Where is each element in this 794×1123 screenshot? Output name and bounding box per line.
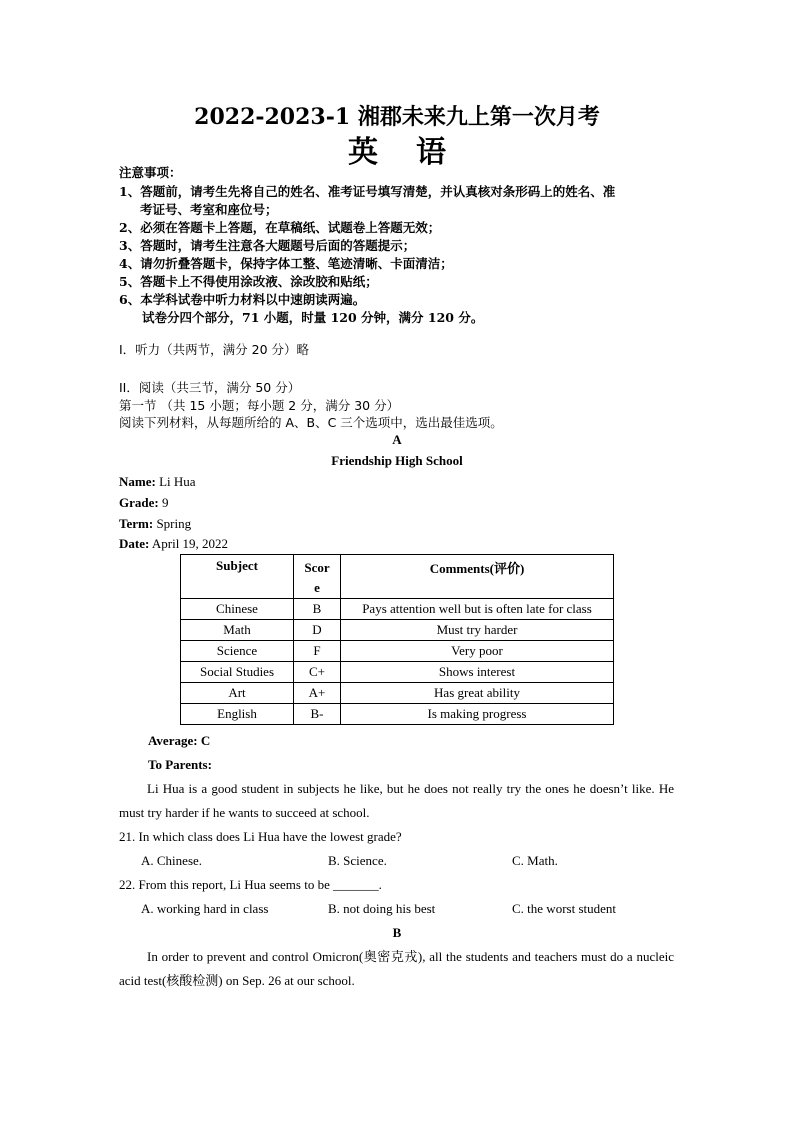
cell-subject: Math	[181, 620, 294, 641]
term-label: Term:	[119, 516, 154, 531]
table-row	[181, 683, 614, 704]
q22-option-a: A. working hard in class	[141, 901, 269, 916]
name-label: Name:	[119, 474, 156, 489]
table-row	[181, 662, 614, 683]
cell-score: A+	[294, 683, 341, 704]
header-comments: Comments(评价)	[341, 555, 614, 599]
table-row	[181, 704, 614, 725]
teacher-comment-text: Li Hua is a good student in subjects he like, but he does not really try the ones he doesn’t like. He must try harder if he wants to succeed at school.	[119, 781, 674, 820]
notice-item: 4、请勿折叠答题卡，保持字体工整、笔迹清晰、卡面清洁；	[119, 256, 453, 271]
cell-score: C+	[294, 662, 341, 683]
q22-option-b: B. not doing his best	[328, 901, 436, 916]
notice-item: 2、必须在答题卡上答题，在草稿纸、试题卷上答题无效；	[119, 220, 441, 235]
section-listening: I．听力（共两节，满分 20 分）略	[119, 342, 310, 357]
header-subject: Subject	[181, 555, 294, 599]
passage-a-label: A	[392, 432, 402, 447]
table-row	[181, 620, 614, 641]
table-row	[181, 599, 614, 620]
report-name	[119, 474, 196, 490]
table-row	[181, 641, 614, 662]
cell-comment: Must try harder	[341, 620, 614, 641]
cell-comment: Has great ability	[341, 683, 614, 704]
date-label: Date:	[119, 536, 150, 551]
cell-subject: Art	[181, 683, 294, 704]
notice-item: 6、本学科试卷中听力材料以中速朗读两遍。	[119, 292, 366, 307]
notice-item: 3、答题时，请考生注意各大题题号后面的答题提示；	[119, 238, 416, 253]
average-grade: Average: C	[148, 733, 211, 748]
q21-option-c: C. Math.	[512, 853, 558, 868]
grade-value: 9	[158, 495, 169, 510]
date-value: April 19, 2022	[149, 536, 229, 551]
section-part1: 第一节 （共 15 小题；每小题 2 分，满分 30 分）	[119, 398, 400, 413]
header-score: Scor e	[294, 555, 341, 599]
question-21: 21. In which class does Li Hua have the lowest grade?	[119, 829, 402, 844]
question-22: 22. From this report, Li Hua seems to be _______.	[119, 877, 382, 892]
notice-item: 5、答题卡上不得使用涂改液、涂改胶和贴纸；	[119, 274, 378, 289]
q22-option-c: C. the worst student	[512, 901, 616, 916]
passage-b-text	[119, 945, 674, 993]
cell-score: F	[294, 641, 341, 662]
report-grade	[119, 495, 168, 511]
q21-option-b: B. Science.	[328, 853, 387, 868]
cell-score: D	[294, 620, 341, 641]
cell-subject: Social Studies	[181, 662, 294, 683]
section-reading: II．阅读（共三节，满分 50 分）	[119, 380, 301, 395]
cell-comment: Is making progress	[341, 704, 614, 725]
teacher-comment	[119, 777, 674, 825]
notice-item: 考证号、考室和座位号；	[140, 202, 278, 217]
passage-b-content: In order to prevent and control Omicron(奥密克戎), all the students and teachers must do a nucleic acid test(核酸检测) on Sep. 26 at our school.	[119, 949, 674, 988]
exam-title: 2022-2023-1 湘郡未来九上第一次月考	[194, 104, 600, 130]
cell-subject: Science	[181, 641, 294, 662]
section-instruction: 阅读下列材料，从每题所给的 A、B、C 三个选项中，选出最佳选项。	[119, 415, 503, 430]
notice-heading: 注意事项：	[119, 165, 182, 180]
to-parents: To Parents:	[148, 757, 212, 772]
passage-b-label: B	[392, 925, 402, 940]
name-value: Li Hua	[155, 474, 196, 489]
cell-comment: Pays attention well but is often late for class	[341, 599, 614, 620]
cell-comment: Very poor	[341, 641, 614, 662]
notice-item: 试卷分四个部分，71 小题，时量 120 分钟，满分 120 分。	[142, 310, 484, 325]
cell-subject: Chinese	[181, 599, 294, 620]
grade-label: Grade:	[119, 495, 159, 510]
q21-option-a: A. Chinese.	[141, 853, 203, 868]
term-value: Spring	[153, 516, 192, 531]
score-table	[180, 554, 614, 725]
cell-score: B	[294, 599, 341, 620]
cell-score: B-	[294, 704, 341, 725]
cell-subject: English	[181, 704, 294, 725]
notice-item: 1、答题前，请考生先将自己的姓名、准考证号填写清楚，并认真核对条形码上的姓名、准	[119, 184, 616, 199]
report-date	[119, 536, 228, 552]
exam-subject: 英语	[348, 135, 484, 170]
table-header-row	[181, 555, 614, 599]
cell-comment: Shows interest	[341, 662, 614, 683]
school-name: Friendship High School	[331, 453, 463, 468]
report-term	[119, 516, 191, 532]
